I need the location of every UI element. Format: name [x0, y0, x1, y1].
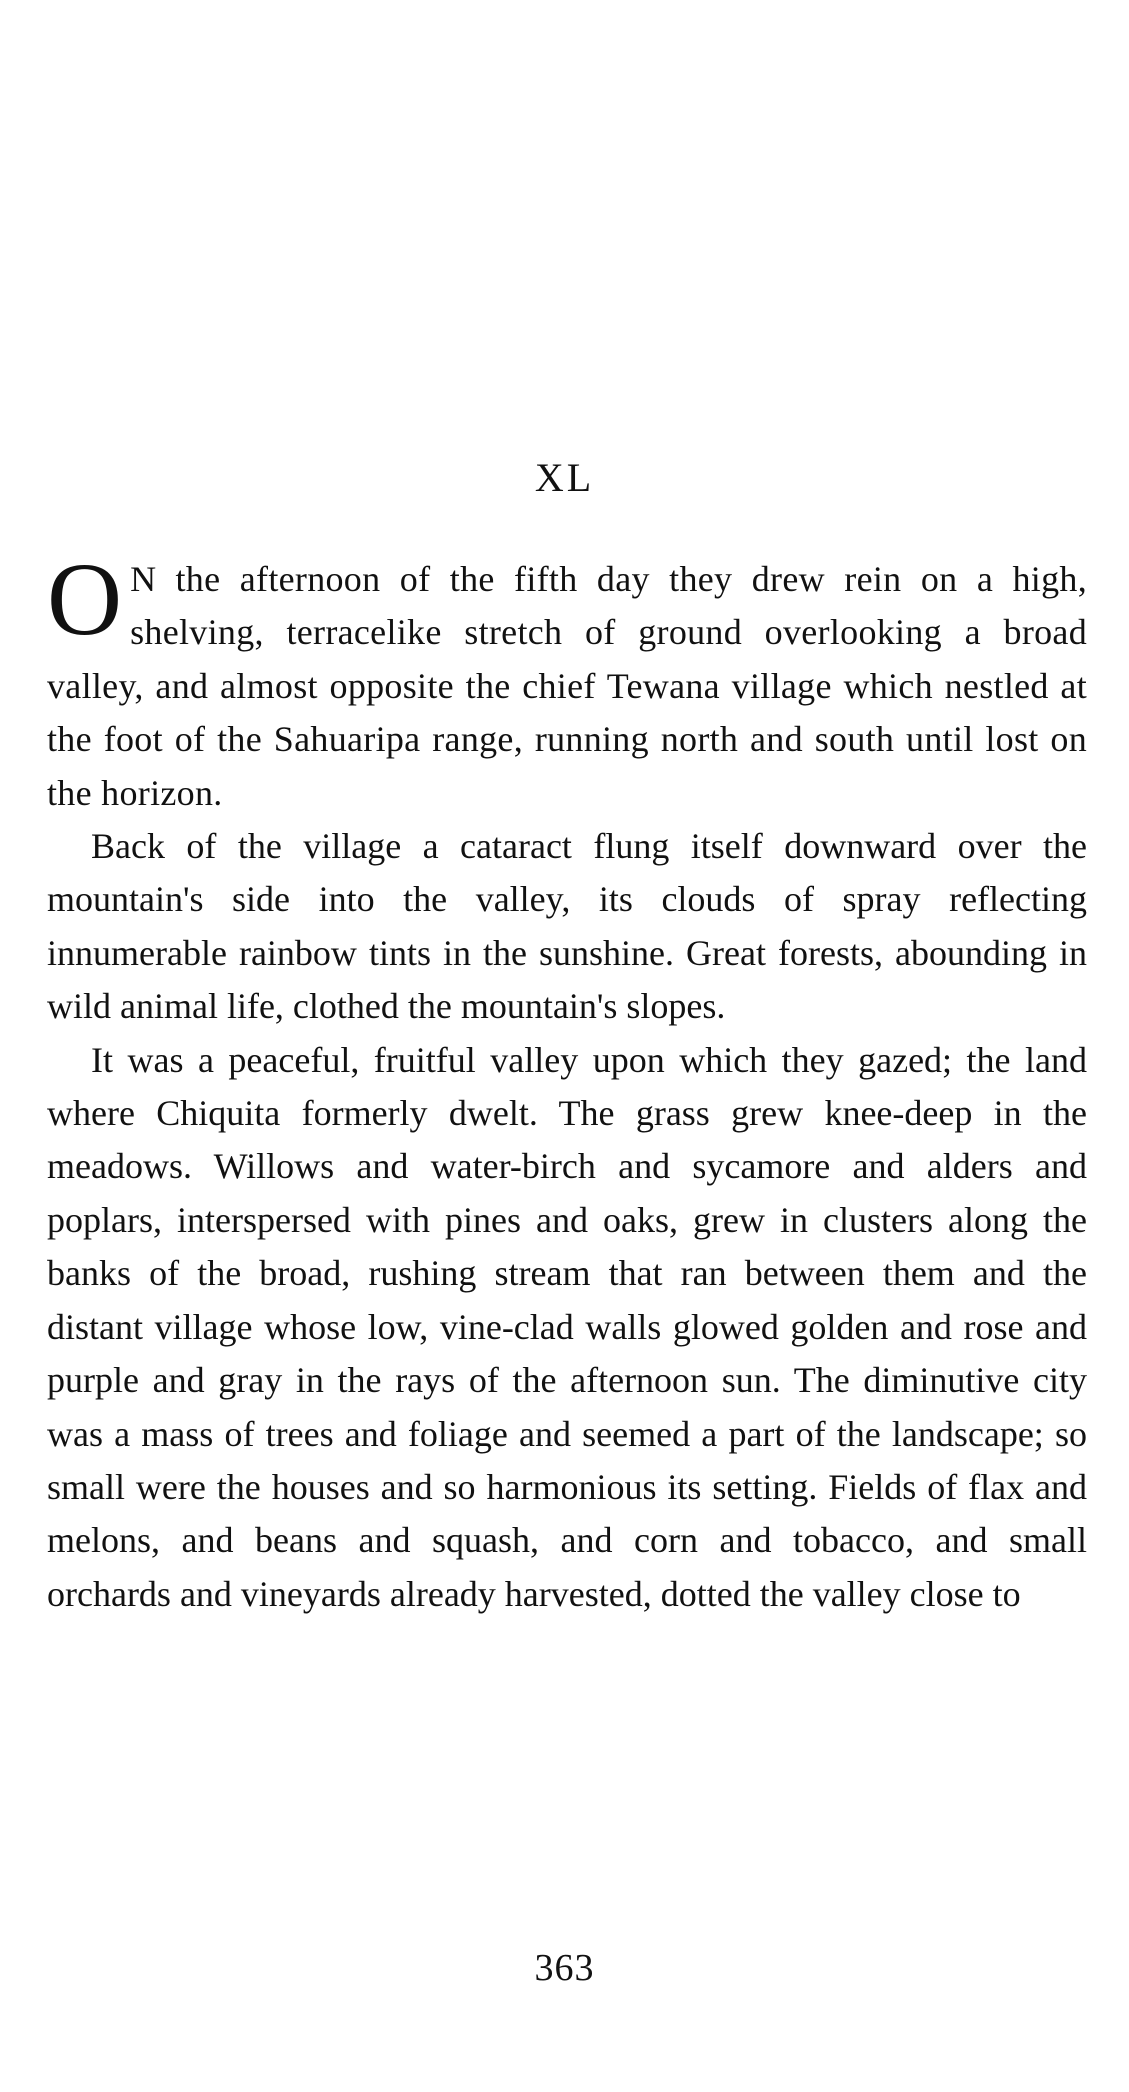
body-text: [47, 542, 1087, 1621]
drop-cap: O: [47, 542, 123, 657]
chapter-heading: XL: [534, 455, 595, 500]
paragraph-1-text: the afternoon of the fifth day they drew rein on a high, shelving, terracelike stretch of ground overlooking a broad valley, and almost opposite the chief Tewana village which nestled at the foot of the Sahuaripa range, running north and south until lost on the horizon.: [47, 559, 1087, 813]
paragraph-3: It was a peaceful, fruitful valley upon which they gazed; the land where Chiquita formerly dwelt. The grass grew knee-deep in the meadows. Willows and water-birch and sycamore and alders and poplars, interspersed with pines and oaks, grew in clusters along the banks of the broad, rushing stream that ran between them and the distant village whose low, vine-clad walls glowed golden and rose and purple and gray in the rays of the afternoon sun. The diminutive city was a mass of trees and foliage and seemed a part of the landscape; so small were the houses and so harmonious its setting. Fields of flax and melons, and beans and squash, and corn and tobacco, and small orchards and vineyards already harvested, dotted the valley close to: [47, 1039, 1087, 1614]
paragraph-2: Back of the village a cataract flung itself downward over the mountain's side into the valley, its clouds of spray reflecting innumerable rainbow tints in the sunshine. Great forests, abounding in wild animal life, clothed the mountain's slopes.: [47, 826, 1087, 1027]
paragraph-1: [47, 542, 1087, 820]
first-word-small-caps: N: [130, 559, 157, 599]
page-number: 363: [534, 1947, 595, 1989]
